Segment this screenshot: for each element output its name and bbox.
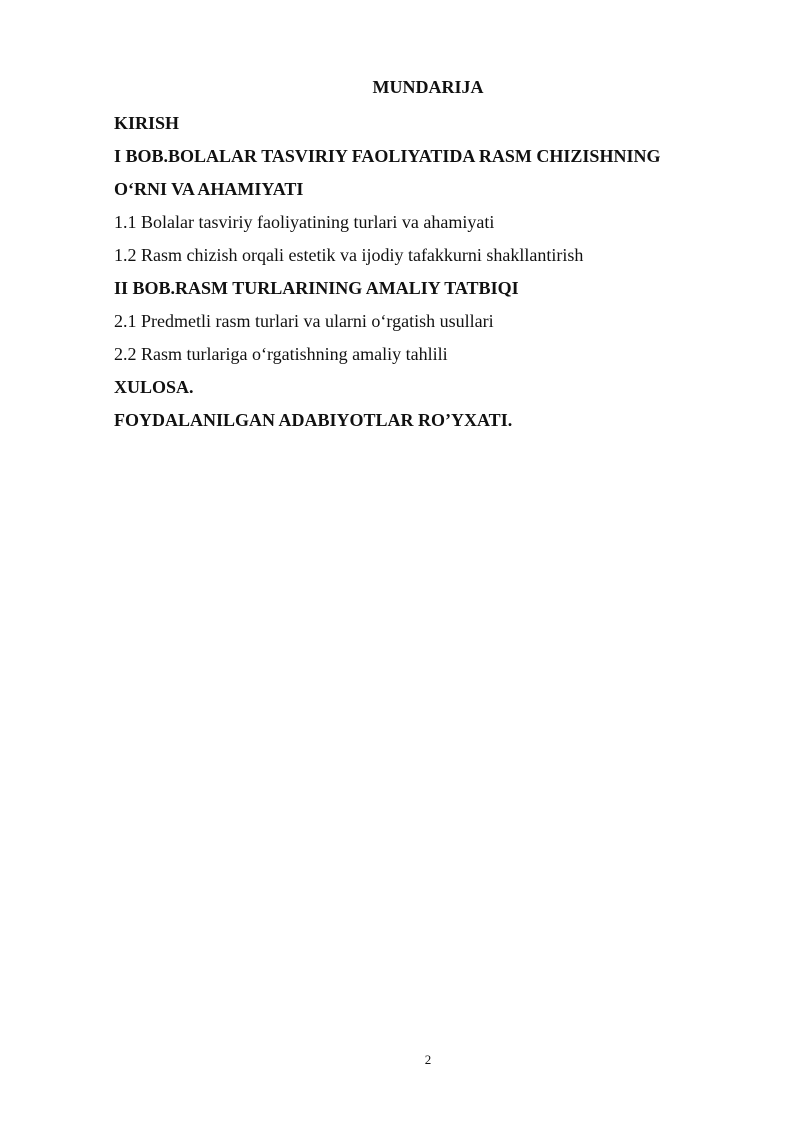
page-title: MUNDARIJA: [372, 77, 484, 97]
toc-entry-section-1-1: 1.1 Bolalar tasviriy faoliyatining turlari va ahamiyati: [114, 212, 495, 232]
toc-entry-chapter-1-line-2: O‘RNI VA AHAMIYATI: [114, 179, 304, 199]
toc-entry-kirish: KIRISH: [114, 113, 180, 133]
toc-entry-section-2-2: 2.2 Rasm turlariga o‘rgatishning amaliy tahlili: [114, 344, 448, 364]
page-number: 2: [424, 1052, 432, 1067]
table-of-contents: [114, 107, 724, 437]
toc-entry-references: FOYDALANILGAN ADABIYOTLAR RO’YXATI.: [114, 410, 513, 430]
toc-entry-section-2-1: 2.1 Predmetli rasm turlari va ularni o‘rgatish usullari: [114, 311, 494, 331]
toc-entry-section-1-2: 1.2 Rasm chizish orqali estetik va ijodiy tafakkurni shakllantirish: [114, 245, 584, 265]
toc-entry-chapter-2: II BOB.RASM TURLARINING AMALIY TATBIQI: [114, 278, 519, 298]
toc-entry-xulosa: XULOSA.: [114, 377, 194, 397]
toc-entry-chapter-1-line-1: I BOB.BOLALAR TASVIRIY FAOLIYATIDA RASM CHIZISHNING: [114, 146, 661, 166]
